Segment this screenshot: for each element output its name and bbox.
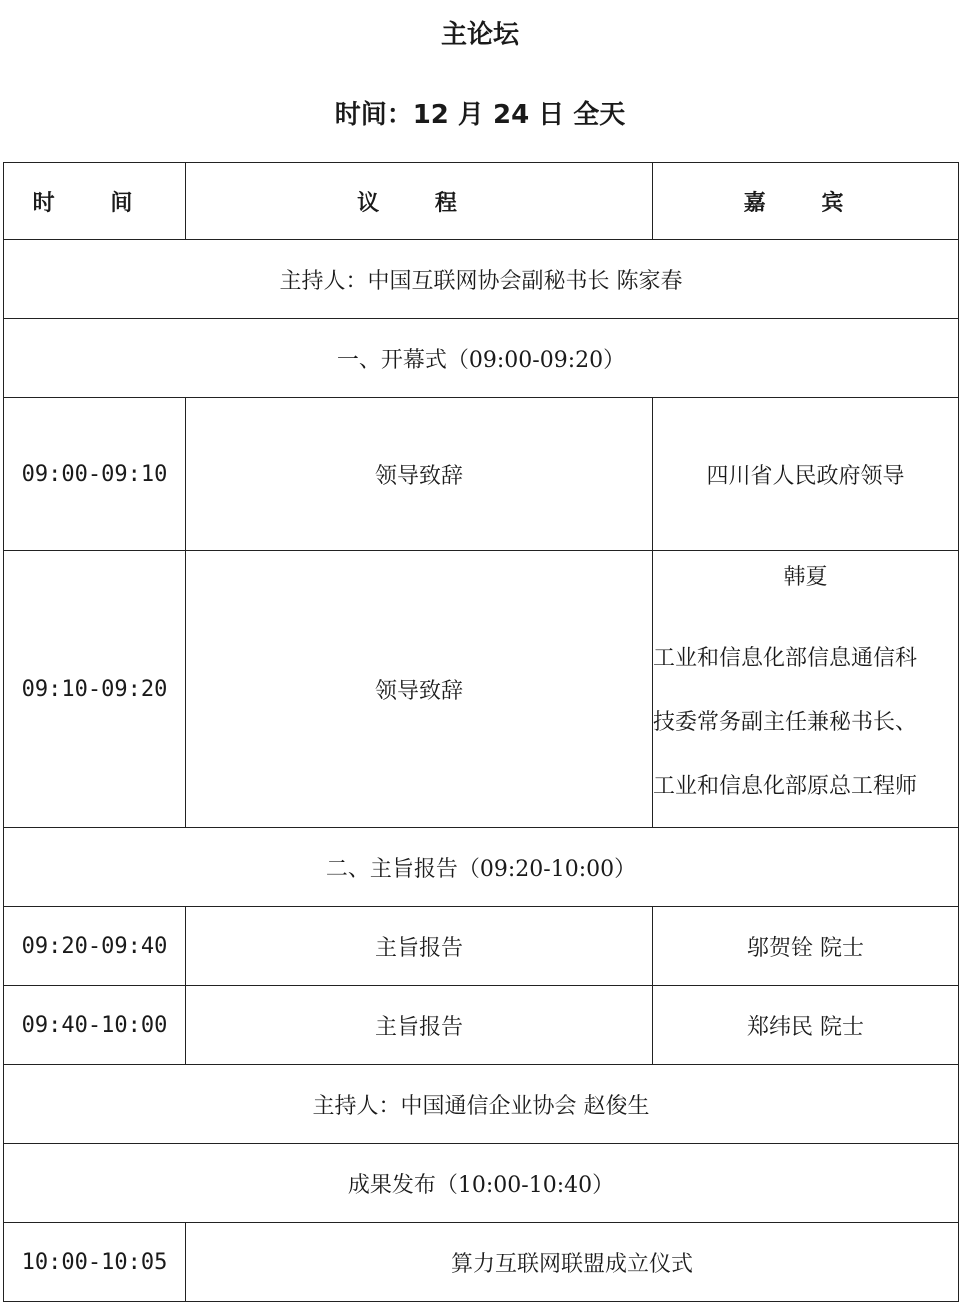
header-agenda: 议 程 (186, 163, 653, 240)
guest-cell (653, 551, 959, 828)
table-row (4, 1223, 959, 1302)
guest-cell: 郑纬民 院士 (653, 986, 959, 1065)
agenda-table (3, 162, 959, 1302)
page-title: 主论坛 (440, 20, 519, 50)
section-cell: 成果发布（10:00-10:40） (4, 1144, 959, 1223)
time-cell: 09:00-09:10 (4, 398, 186, 551)
header-time: 时 间 (4, 163, 186, 240)
section-cell: 一、开幕式（09:00-09:20） (4, 319, 959, 398)
table-row (4, 907, 959, 986)
section-cell: 二、主旨报告（09:20-10:00） (4, 828, 959, 907)
event-time: 时间：12 月 24 日 全天 (334, 100, 626, 130)
guest-cell: 邬贺铨 院士 (653, 907, 959, 986)
agenda-cell: 算力互联网联盟成立仪式 (186, 1223, 959, 1302)
header-guest: 嘉 宾 (653, 163, 959, 240)
agenda-cell: 主旨报告 (186, 986, 653, 1065)
table-header-row (4, 163, 959, 240)
host-cell: 主持人：中国通信企业协会 赵俊生 (4, 1065, 959, 1144)
agenda-cell: 领导致辞 (186, 551, 653, 828)
section-row (4, 319, 959, 398)
section-row (4, 828, 959, 907)
guest-title-line: 技委常务副主任兼秘书长、 (653, 709, 918, 735)
time-cell: 09:20-09:40 (4, 907, 186, 986)
time-cell: 09:40-10:00 (4, 986, 186, 1065)
time-cell: 10:00-10:05 (4, 1223, 186, 1302)
host-row (4, 1065, 959, 1144)
guest-title-line: 工业和信息化部信息通信科 (653, 645, 918, 671)
guest-details (653, 560, 958, 819)
agenda-cell: 主旨报告 (186, 907, 653, 986)
table-row (4, 398, 959, 551)
guest-name: 韩夏 (783, 564, 828, 590)
host-row (4, 240, 959, 319)
host-cell: 主持人：中国互联网协会副秘书长 陈家春 (4, 240, 959, 319)
guest-cell: 四川省人民政府领导 (653, 398, 959, 551)
time-cell: 09:10-09:20 (4, 551, 186, 828)
guest-title-line: 工业和信息化部原总工程师 (653, 773, 918, 799)
agenda-cell: 领导致辞 (186, 398, 653, 551)
table-row (4, 551, 959, 828)
table-row (4, 986, 959, 1065)
section-row (4, 1144, 959, 1223)
